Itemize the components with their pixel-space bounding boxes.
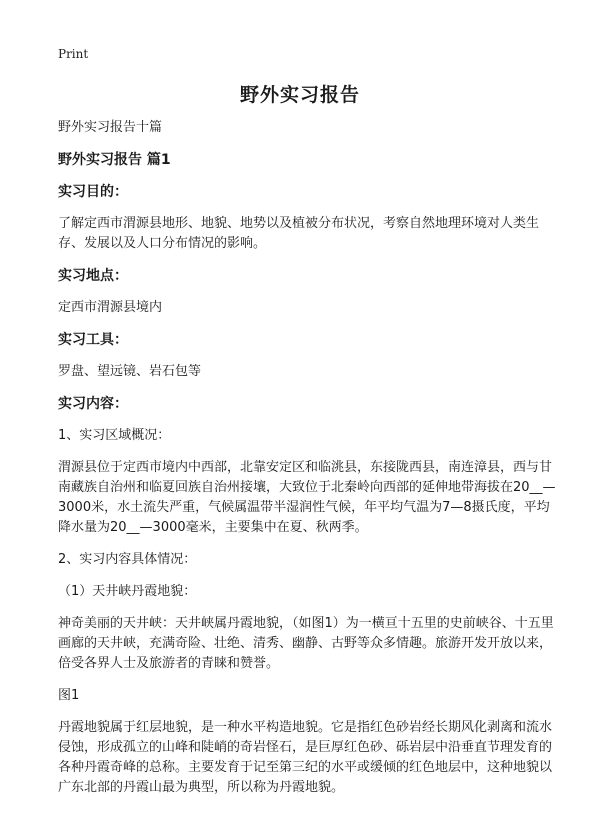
heading-content: 实习内容： (58, 396, 128, 412)
print-label: Print (58, 47, 89, 61)
subtitle: 野外实习报告十篇 (58, 120, 163, 135)
text-purpose: 了解定西市渭源县地形、地貌、地势以及植被分布状况，考察自然地理环境对人类生存、发展以及人口分布情况的影响。 (58, 216, 540, 251)
figure-label: 图1 (58, 688, 80, 703)
subheading-danxia: （1）天井峡丹霞地貌： (58, 584, 197, 599)
heading-purpose: 实习目的： (58, 184, 128, 200)
section-heading: 野外实习报告 篇1 (58, 152, 171, 168)
text-tianjingxia: 神奇美丽的天井峡：天井峡属丹霞地貌，（如图1）为一横亘十五里的史前峡谷、十五里画廊的天井峡，充满奇险、壮绝、清秀、幽静、古野等众多情趣。旅游开发开放以来，倍受各界人士及旅游者的青睐和赞誉。 (58, 616, 554, 671)
text-tools: 罗盘、望远镜、岩石包等 (58, 364, 202, 379)
text-location: 定西市渭源县境内 (58, 300, 163, 315)
heading-location: 实习地点： (58, 268, 128, 284)
subheading-details: 2、实习内容具体情况： (58, 552, 197, 567)
text-overview: 渭源县位于定西市境内中西部，北靠安定区和临洮县，东接陇西县，南连漳县，西与甘南藏族自治州和临夏回族自治州接壤，大致位于北秦岭向西部的延伸地带海拔在20__—3000米，水土流失严重，气候属温带半湿润性气候，年平均气温为7—8摄氏度，平均降水量为20__—3000毫米，主要集中在夏、秋两季。 (58, 460, 556, 535)
subheading-overview: 1、实习区域概况： (58, 428, 171, 443)
document-body (58, 118, 558, 798)
text-danxia: 丹霞地貌属于红层地貌，是一种水平构造地貌。它是指红色砂岩经长期风化剥离和流水侵蚀，形成孤立的山峰和陡峭的奇岩怪石，是巨厚红色砂、砾岩层中沿垂直节理发育的各种丹霞奇峰的总称。主要发育于记至第三纪的水平或缓倾的红色地层中，这种地貌以广东北部的丹霞山最为典型，所以称为丹霞地貌。 (58, 720, 553, 795)
heading-tools: 实习工具： (58, 332, 128, 348)
document-title: 野外实习报告 (239, 84, 360, 106)
